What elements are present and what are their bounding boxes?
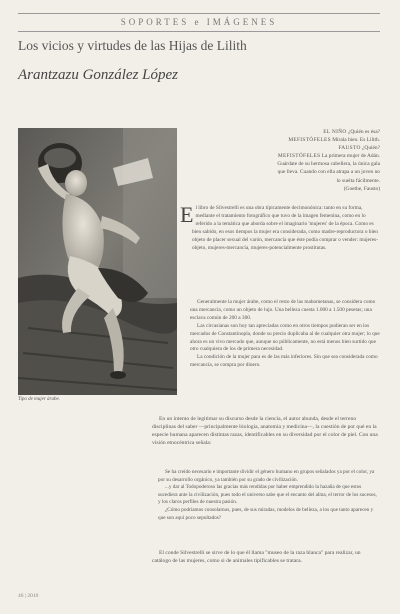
page-folio: 46 | 2010 (18, 593, 39, 599)
drop-cap: E (180, 202, 194, 227)
epigraph-line: ¿Quién es ésa? (347, 129, 380, 135)
quote-paragraph: Las circasianas son hoy tan apreciadas como en otros tiempos pudieran ser en los mercados de Constantinopla, donde su precio duplicaba al de cualquier otra mujer; lo que ahora es un vivo mercado que, aunque no públicamente, no está menos bien surtido que otro cualquiera de los de primera necesidad. (190, 322, 380, 353)
epigraph (230, 128, 380, 193)
epigraph-speaker: EL NIÑO (323, 129, 347, 135)
epigraph-line: ¿Quién? (362, 145, 380, 152)
photo-caption: Tipo de mujer árabe. (18, 397, 60, 402)
paragraph-text: El conde Silvestrelli se sirve de lo que él llama "museo de la raza blanca" para realizar, un catálogo de las mujeres, como si de animales tipificables se tratara. (152, 550, 361, 565)
quote-paragraph: Se ha creído necesario e importante dividir el género humano en grupos señalados ya por el color, ya por su desarrollo orgánico, ya también por su grado de civilización. (158, 469, 375, 483)
epigraph-line: Guárdate de su hermosa cabellera, la única gala (277, 161, 380, 168)
epigraph-speaker: MEFISTÓFELES (288, 137, 331, 144)
paragraph-text: En un intento de legitimar su discurso desde la ciencia, el autor abunda, desde el terreno disciplinas del saber —principalmente biología, anatomía y medicina—, la cuestión de por qué en la especie humana aparecen distintas razas, identificables en su diversidad por el color de piel. Con una visión etnocéntrica señala: (152, 416, 378, 447)
epigraph-line: que lleva. Cuando con ella atrapa a un joven no (277, 169, 380, 176)
author-name: Arantzazu González López (18, 67, 179, 83)
epigraph-line: La primera mujer de Adán. (321, 153, 380, 160)
epigraph-speaker: MEFISTÓFELES (277, 153, 321, 160)
header-rule (18, 31, 380, 32)
photo-illustration (18, 128, 177, 395)
article-title: Los vicios y virtudes de las Hijas de Lilith (18, 38, 247, 53)
section-header: SOPORTES e IMÁGENES (120, 17, 278, 27)
paragraph-intro (180, 202, 380, 252)
epigraph-line: Mírala bien. Es Lilith. (332, 137, 380, 144)
vintage-photograph (18, 128, 177, 395)
paragraph-text: l libro de Silvestrelli es una obra típicamente decimonónica: tanto en su forma, mediante el tratamiento fotográfico que tuvo de la imagen femenina, como en lo referido a la temática que aborda sobre el imaginario 'mujeres' de la época. Como es bien sabido, en esos tiempos la mujer era considerada, como madre-reproductora o bien objeto de placer sexual del varón, mercancía que éste podía comprar o vender: mujeres-objeto, mujeres-mercancía, mujeres-potencialmente prostitutas. (192, 205, 378, 251)
paragraph-science (152, 415, 380, 447)
blockquote-1 (190, 299, 380, 370)
epigraph-speaker: FAUSTO (338, 145, 361, 152)
blockquote-2 (158, 469, 380, 522)
epigraph-citation: (Goethe, Fausto) (343, 185, 380, 192)
epigraph-line: lo suelta fácilmente. (336, 177, 380, 184)
top-rule (18, 13, 380, 14)
quote-paragraph: Generalmente la mujer árabe, como el resto de las mahometanas, se considera como una mercancía, como un objeto de lujo. Una belleza cuesta 1.000 a 1.500 pesetas; una esclava común de 200 a 300. (190, 299, 376, 321)
paragraph-museum (152, 549, 380, 565)
quote-paragraph: ...y dar al Todopoderoso las gracias más rendidas por haber emprendido la hazaña de que estos sucediera ante la civilización, pues todo el universo sabe que el encanto del alma, el terror de los sucesos, y los claros perfiles de nuestra pasión. (158, 484, 377, 506)
quote-paragraph: La condición de la mujer para es de las más inferiores. Sin que sea considerada como mercancía, se compra por dinero. (190, 354, 378, 369)
quote-paragraph: ¿Cómo podríamos consolarnos, pues, de sus miradas, modelos de belleza, a los que tanto aparecen y que son aquí poco sepultados? (158, 506, 374, 521)
